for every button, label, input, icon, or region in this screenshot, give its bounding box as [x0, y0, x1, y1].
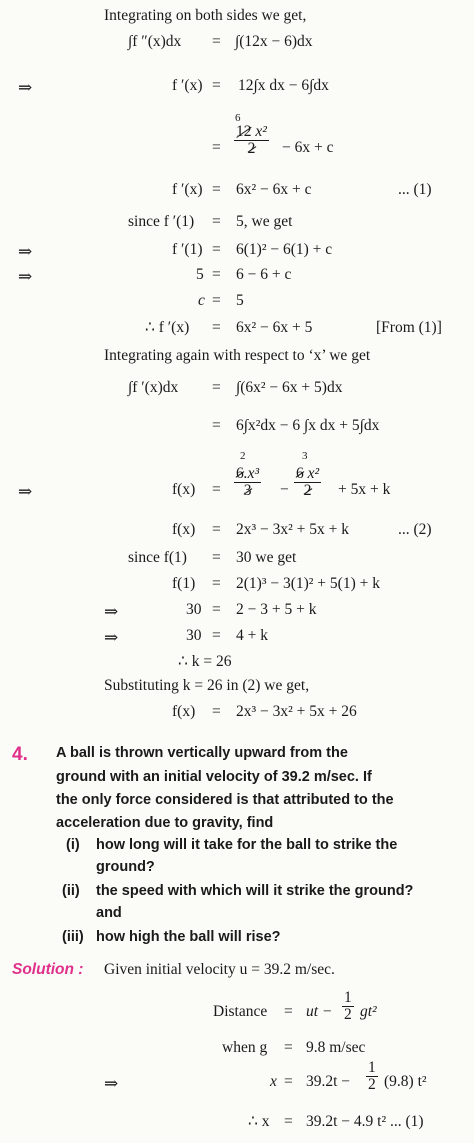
m11-rhs: 2x³ − 3x² + 5x + 26: [236, 703, 357, 720]
m11-lhs: f(x): [172, 703, 196, 720]
m3-cancel-note-1: 2: [240, 450, 246, 462]
m1-rhs: ∫(6x² − 6x + 5)dx: [236, 379, 343, 396]
eq6-rhs: 6(1)² − 6(1) + c: [236, 241, 333, 258]
question-line-4: acceleration due to gravity, find: [56, 815, 274, 831]
implies-arrow: ⇒: [18, 242, 33, 261]
eq3-cancel-note: 6: [235, 112, 241, 124]
eq3-num-var: x²: [255, 123, 267, 140]
eq9-equals: =: [212, 319, 221, 336]
eq1-lhs: ∫f ″(x)dx: [128, 33, 182, 50]
eq4-equals: =: [212, 181, 221, 198]
m5-rhs: 30 we get: [236, 549, 297, 566]
eq6-equals: =: [212, 241, 221, 258]
part-iii-text: how high the ball will rise?: [96, 929, 281, 945]
distance-rhs-a: ut −: [306, 1003, 333, 1020]
part-ii-label: (ii): [62, 883, 80, 899]
eq5-rhs: 5, we get: [236, 213, 293, 230]
eq8-equals: =: [212, 292, 221, 309]
distance-fraction: [340, 990, 356, 1024]
implies-arrow: ⇒: [18, 482, 33, 501]
eq9-rhs: 6x² − 6x + 5: [236, 319, 313, 336]
m4-equals: =: [212, 521, 221, 538]
eq4-lhs: f ′(x): [172, 181, 203, 198]
x-lhs: x: [270, 1073, 277, 1090]
x-fraction: [364, 1060, 380, 1094]
final-equals: =: [284, 1113, 293, 1130]
implies-arrow: ⇒: [104, 628, 119, 647]
eq5-lhs: since f ′(1): [128, 213, 195, 230]
final-rhs: 39.2t − 4.9 t² ... (1): [306, 1113, 424, 1130]
question-line-3: the only force considered is that attributed to the: [56, 792, 394, 808]
m11-equals: =: [212, 703, 221, 720]
eq3-den: 2: [247, 140, 256, 158]
intro-text-2: Integrating again with respect to ‘x’ we get: [104, 347, 371, 364]
m4-rhs: 2x³ − 3x² + 5x + k: [236, 521, 350, 538]
m8-lhs: 30: [186, 627, 202, 644]
eq9-tag: [From (1)]: [376, 319, 442, 336]
m3-fraction-2: [292, 466, 323, 500]
m3-num1-cancelled: 6: [236, 465, 244, 482]
m8-equals: =: [212, 627, 221, 644]
eq3-num-cancelled: 12: [236, 123, 252, 140]
m6-rhs: 2(1)³ − 3(1)² + 5(1) + k: [236, 575, 380, 592]
solution-label: Solution :: [12, 961, 84, 978]
m7-rhs: 2 − 3 + 5 + k: [236, 601, 317, 618]
m9: ∴ k = 26: [178, 653, 232, 670]
part-i-label: (i): [66, 837, 80, 853]
eq7-rhs: 6 − 6 + c: [236, 266, 292, 283]
gravity-lhs: when g: [222, 1039, 268, 1056]
part-i-text-b: ground?: [96, 859, 155, 875]
part-iii-label: (iii): [62, 929, 84, 945]
m8-rhs: 4 + k: [236, 627, 268, 644]
m3-den2: 2: [303, 482, 312, 500]
m3-num2-cancelled: 6: [296, 465, 304, 482]
x-den: 2: [368, 1076, 376, 1094]
eq8-lhs: c: [198, 292, 205, 309]
eq1-rhs: ∫(12x − 6)dx: [235, 33, 313, 50]
part-ii-text-b: and: [96, 905, 122, 921]
x-rhs-a: 39.2t −: [306, 1073, 351, 1090]
eq2-lhs: f ′(x): [172, 77, 203, 94]
eq7-lhs: 5: [196, 266, 204, 283]
eq5-equals: =: [212, 213, 221, 230]
m7-equals: =: [212, 601, 221, 618]
question-line-2: ground with an initial velocity of 39.2 m/sec. If: [56, 769, 372, 785]
eq4-tag: ... (1): [398, 181, 432, 198]
m1-lhs: ∫f ′(x)dx: [128, 379, 179, 396]
question-number: 4.: [12, 744, 28, 765]
m3-den1: 3: [243, 482, 252, 500]
eq3-equals: =: [212, 139, 221, 156]
m2-rhs: 6∫x²dx − 6 ∫x dx + 5∫dx: [236, 417, 380, 434]
m3-num1-var: .x³: [243, 465, 260, 482]
m3-equals: =: [212, 481, 221, 498]
m1-equals: =: [212, 379, 221, 396]
m3-lhs: f(x): [172, 481, 196, 498]
distance-den: 2: [344, 1006, 352, 1024]
part-i-text-a: how long will it take for the ball to strike the: [96, 837, 398, 853]
distance-equals: =: [284, 1003, 293, 1020]
solution-given: Given initial velocity u = 39.2 m/sec.: [104, 961, 335, 978]
m5-lhs: since f(1): [128, 549, 187, 566]
final-lhs: ∴ x: [248, 1113, 270, 1130]
gravity-equals: =: [284, 1039, 293, 1056]
m2-equals: =: [212, 417, 221, 434]
eq7-equals: =: [212, 266, 221, 283]
m7-lhs: 30: [186, 601, 202, 618]
eq3-fraction: [232, 124, 271, 158]
m10: Substituting k = 26 in (2) we get,: [104, 677, 310, 694]
m3-num2-var: x²: [307, 465, 320, 482]
m4-lhs: f(x): [172, 521, 196, 538]
x-rhs-b: (9.8) t²: [384, 1073, 427, 1090]
m6-lhs: f(1): [172, 575, 196, 592]
distance-lhs: Distance: [213, 1003, 268, 1020]
eq4-rhs: 6x² − 6x + c: [236, 181, 312, 198]
eq2-rhs: 12∫x dx − 6∫dx: [238, 77, 329, 94]
eq6-lhs: f ′(1): [172, 241, 203, 258]
implies-arrow: ⇒: [18, 267, 33, 286]
m3-tail: + 5x + k: [338, 481, 391, 498]
implies-arrow: ⇒: [18, 78, 33, 97]
gravity-rhs: 9.8 m/sec: [306, 1039, 366, 1056]
distance-num: 1: [344, 989, 352, 1006]
m3-fraction-1: [232, 466, 263, 500]
part-ii-text-a: the speed with which will it strike the ground?: [96, 883, 414, 899]
m3-cancel-note-2: 3: [302, 450, 308, 462]
eq3-tail: − 6x + c: [282, 139, 334, 156]
eq8-rhs: 5: [236, 292, 244, 309]
eq9-lhs: ∴ f ′(x): [145, 319, 190, 336]
intro-text-1: Integrating on both sides we get,: [104, 7, 307, 24]
question-line-1: A ball is thrown vertically upward from the: [56, 745, 348, 761]
implies-arrow: ⇒: [104, 602, 119, 621]
eq1-equals: =: [212, 33, 221, 50]
distance-rhs-b: gt²: [360, 1003, 377, 1020]
m4-tag: ... (2): [398, 521, 432, 538]
implies-arrow: ⇒: [104, 1074, 119, 1093]
m3-minus: −: [280, 481, 289, 498]
m6-equals: =: [212, 575, 221, 592]
x-equals: =: [284, 1073, 293, 1090]
m5-equals: =: [212, 549, 221, 566]
eq2-equals: =: [212, 77, 221, 94]
x-num: 1: [368, 1059, 376, 1076]
